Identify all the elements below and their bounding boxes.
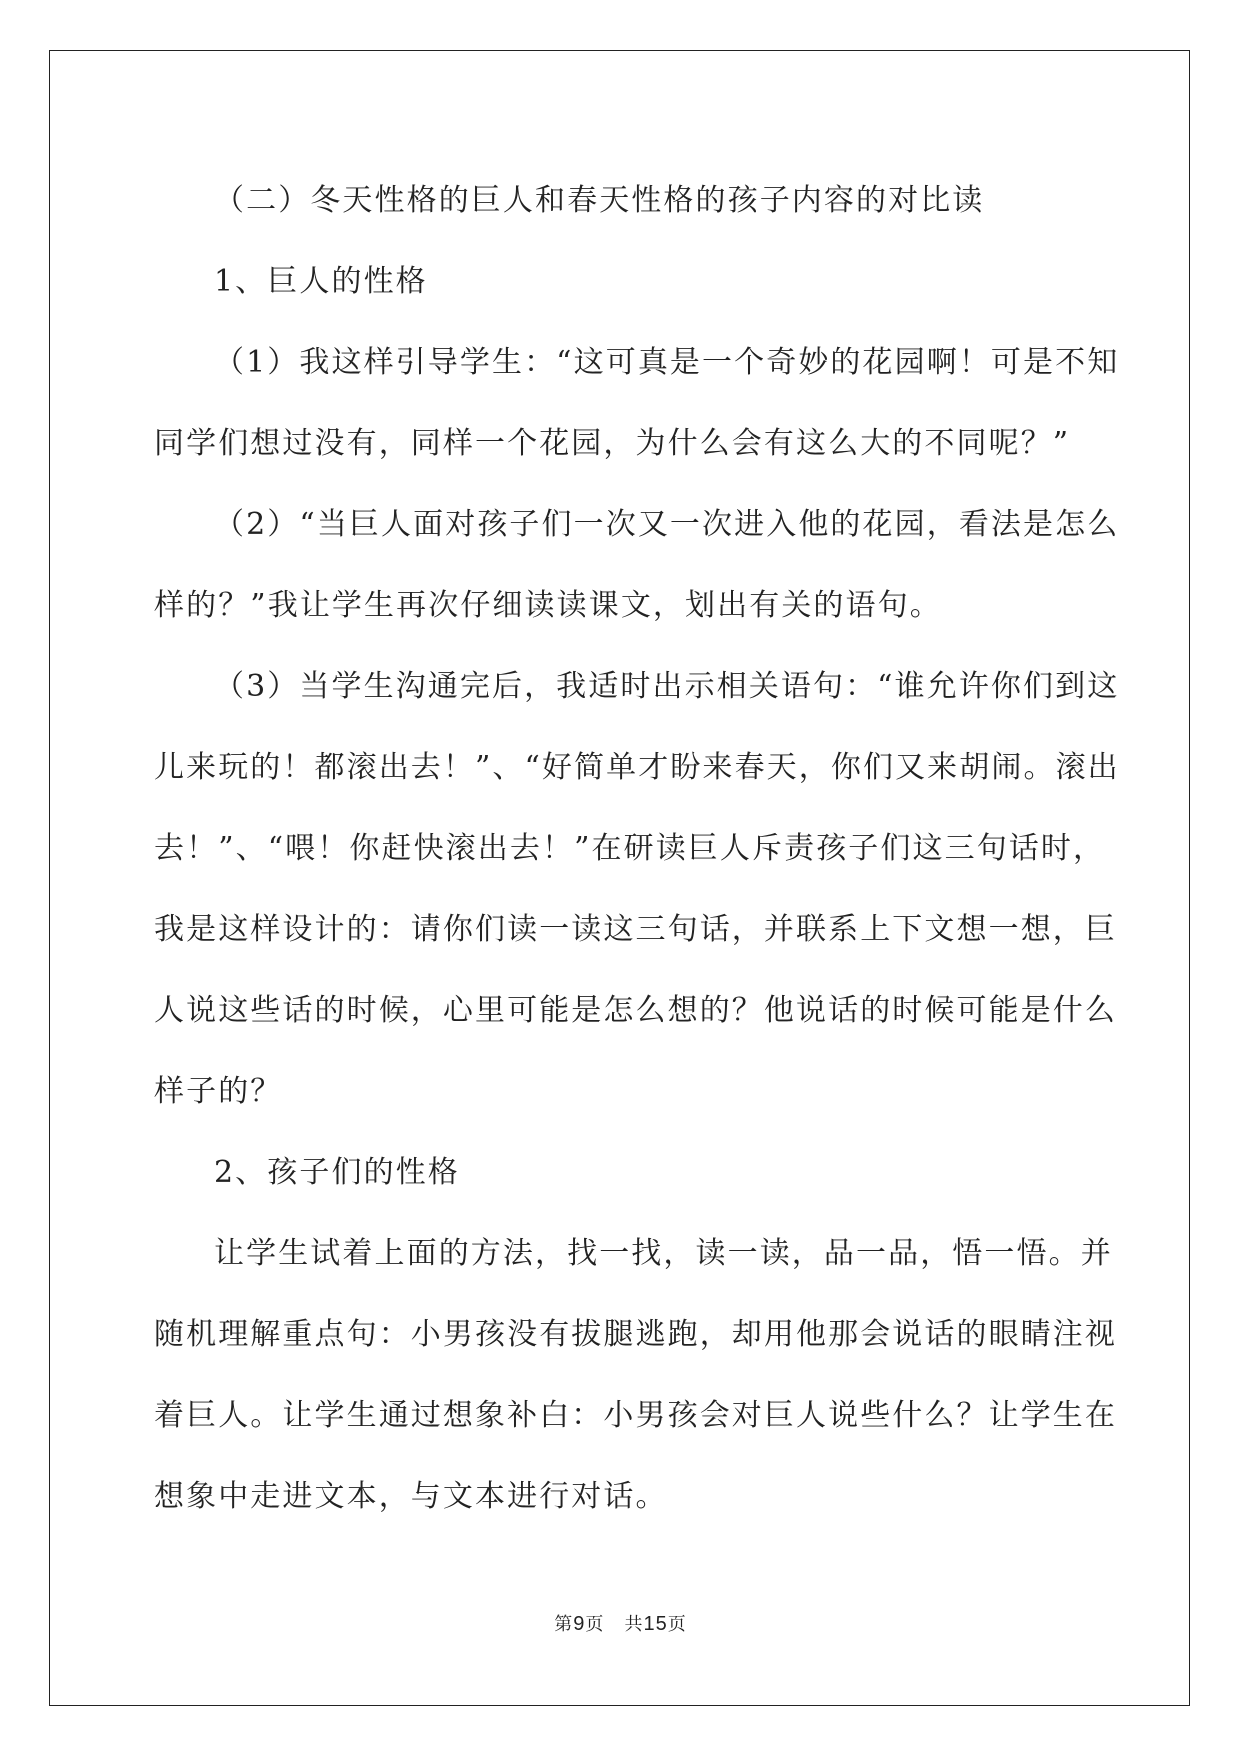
total-unit: 页 bbox=[667, 1614, 687, 1635]
paragraph-line: 着巨人。让学生通过想象补白：小男孩会对巨人说些什么？让学生在 bbox=[154, 1398, 1117, 1433]
page-footer bbox=[0, 1612, 1241, 1637]
paragraph-line: （2）“当巨人面对孩子们一次又一次进入他的花园，看法是怎么 bbox=[214, 507, 1120, 542]
paragraph-line: 让学生试着上面的方法，找一找，读一读，品一品，悟一悟。并 bbox=[214, 1236, 1113, 1271]
paragraph-line: 去！”、“喂！你赶快滚出去！”在研读巨人斥责孩子们这三句话时， bbox=[154, 831, 1106, 866]
paragraph-line: 样的？”我让学生再次仔细读读课文，划出有关的语句。 bbox=[154, 588, 942, 623]
subsection-heading: 1、巨人的性格 bbox=[214, 264, 428, 299]
paragraph-line: （1）我这样引导学生：“这可真是一个奇妙的花园啊！可是不知 bbox=[214, 345, 1120, 380]
section-heading: （二）冬天性格的巨人和春天性格的孩子内容的对比读 bbox=[214, 183, 985, 218]
paragraph-line: 样子的？ bbox=[154, 1074, 283, 1109]
paragraph-line: 随机理解重点句：小男孩没有拔腿逃跑，却用他那会说话的眼睛注视 bbox=[154, 1317, 1117, 1352]
subsection-heading: 2、孩子们的性格 bbox=[214, 1155, 460, 1190]
paragraph-line: 想象中走进文本，与文本进行对话。 bbox=[154, 1479, 668, 1514]
page-total: 15 bbox=[643, 1613, 668, 1635]
total-prefix: 共 bbox=[624, 1614, 644, 1635]
page-unit: 页 bbox=[585, 1614, 605, 1635]
paragraph-line: 儿来玩的！都滚出去！”、“好简单才盼来春天，你们又来胡闹。滚出 bbox=[154, 750, 1120, 785]
paragraph-line: 我是这样设计的：请你们读一读这三句话，并联系上下文想一想，巨 bbox=[154, 912, 1117, 947]
document-body bbox=[154, 160, 1120, 1537]
page-current: 9 bbox=[573, 1613, 586, 1635]
page-prefix: 第 bbox=[554, 1614, 574, 1635]
paragraph-line: （3）当学生沟通完后，我适时出示相关语句：“谁允许你们到这 bbox=[214, 669, 1120, 704]
paragraph-line: 人说这些话的时候，心里可能是怎么想的？他说话的时候可能是什么 bbox=[154, 993, 1117, 1028]
paragraph-line: 同学们想过没有，同样一个花园，为什么会有这么大的不同呢？” bbox=[154, 426, 1071, 461]
